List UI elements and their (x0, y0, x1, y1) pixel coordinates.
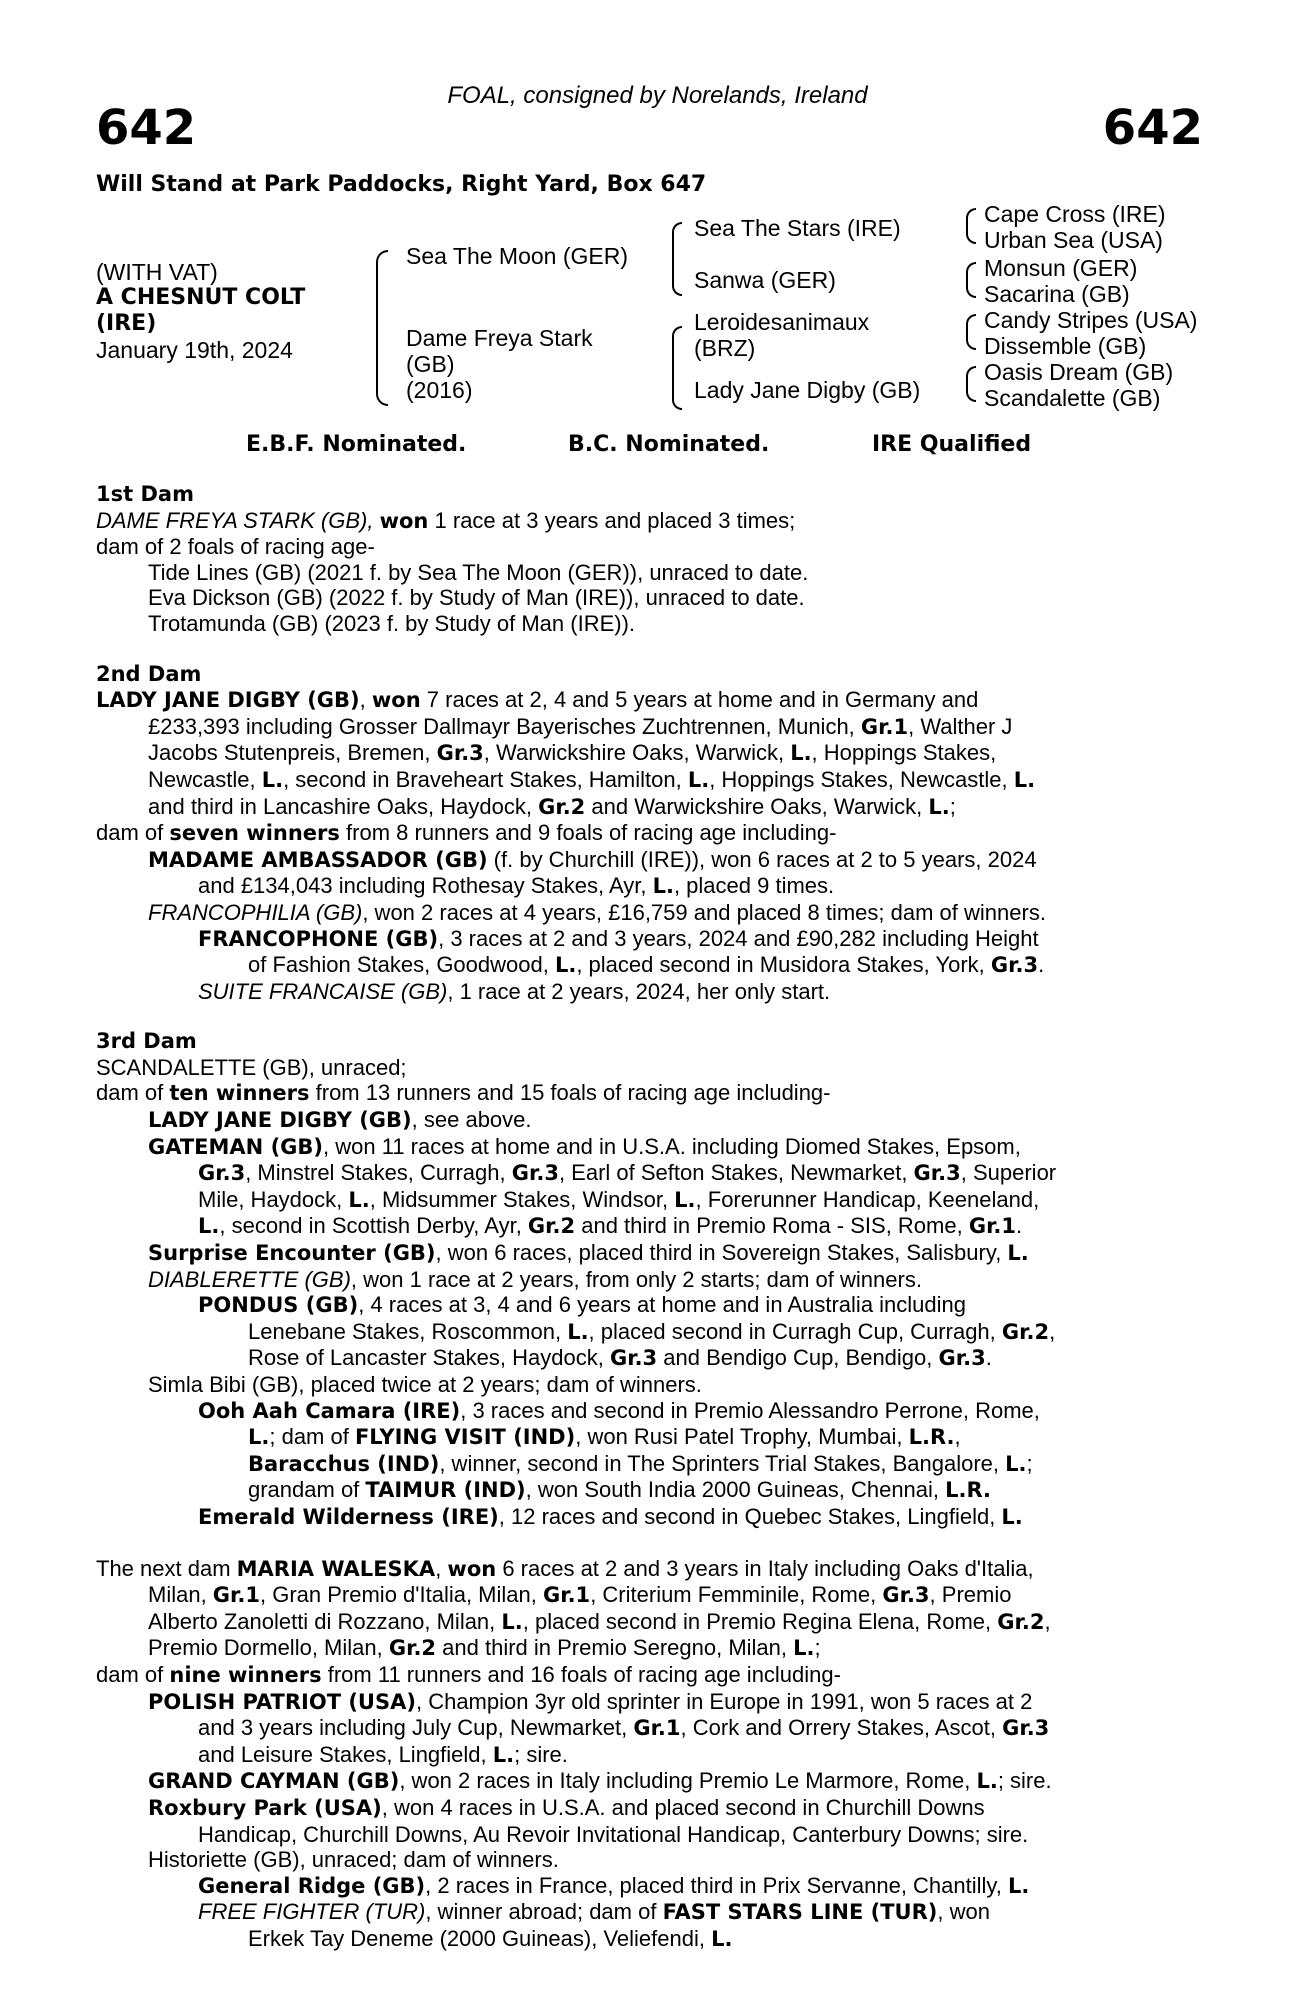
text-line: dam of nine winners from 11 runners and 16 foals of racing age including- (96, 1661, 841, 1687)
text-line: General Ridge (GB), 2 races in France, placed third in Prix Servanne, Chantilly, L. (198, 1872, 1030, 1898)
text-line: POLISH PATRIOT (USA), Champion 3yr old sprinter in Europe in 1991, won 5 races at 2 (148, 1688, 1033, 1714)
produce-record: Trotamunda (GB) (2023 f. by Study of Man (IRE)). (148, 610, 636, 636)
text-line: Handicap, Churchill Downs, Au Revoir Invitational Handicap, Canterbury Downs; sire. (198, 1821, 1029, 1847)
dam-dam: Lady Jane Digby (GB) (694, 377, 921, 403)
text-line: SCANDALETTE (GB), unraced; (96, 1054, 407, 1080)
text-line: SUITE FRANCAISE (GB), 1 race at 2 years, 2024, her only start. (198, 978, 831, 1004)
consignment-line: FOAL, consigned by Norelands, Ireland (447, 82, 868, 109)
text-line: grandam of TAIMUR (IND), won South India 2000 Guineas, Chennai, L.R. (248, 1477, 992, 1503)
dam-sire-country: (BRZ) (694, 335, 756, 361)
text-line: DIABLERETTE (GB), won 1 race at 2 years, from only 2 starts; dam of winners. (148, 1266, 922, 1292)
produce-record: Eva Dickson (GB) (2022 f. by Study of Man (IRE)), unraced to date. (148, 585, 805, 611)
text-line: Gr.3, Minstrel Stakes, Curragh, Gr.3, Earl of Sefton Stakes, Newmarket, Gr.3, Superior (198, 1160, 1057, 1186)
text-line: FRANCOPHONE (GB), 3 races at 2 and 3 years, 2024 and £90,282 including Height (198, 925, 1039, 951)
horse-name-country: (IRE) (96, 311, 157, 336)
pedigree-table (0, 200, 1315, 430)
gen4-3: Monsun (GER) (984, 255, 1138, 281)
text-line: Ooh Aah Camara (IRE), 3 races and second in Premio Alessandro Perrone, Rome, (198, 1397, 1040, 1423)
text-line: FREE FIGHTER (TUR), winner abroad; dam of FAST STARS LINE (TUR), won (198, 1899, 990, 1925)
text-line: dam of seven winners from 8 runners and 9 foals of racing age including- (96, 820, 837, 846)
dam-country: (GB) (406, 351, 455, 377)
text-line: and Leisure Stakes, Lingfield, L.; sire. (198, 1741, 568, 1767)
ebf-nominated: E.B.F. Nominated. (246, 432, 467, 457)
text-line: and third in Lancashire Oaks, Haydock, Gr.2 and Warwickshire Oaks, Warwick, L.; (148, 793, 956, 819)
dam-year: (2016) (406, 377, 473, 403)
bracket-g4-2 (966, 262, 976, 298)
text-line: and £134,043 including Rothesay Stakes, Ayr, L., placed 9 times. (198, 873, 835, 899)
section-heading: 2nd Dam (96, 661, 202, 686)
text-line: Lenebane Stakes, Roscommon, L., placed second in Curragh Cup, Curragh, Gr.2, (248, 1318, 1056, 1344)
text-line: L.; dam of FLYING VISIT (IND), won Rusi Patel Trophy, Mumbai, L.R., (248, 1424, 961, 1450)
text-line: Newcastle, L., second in Braveheart Stakes, Hamilton, L., Hoppings Stakes, Newcastle, L. (148, 766, 1036, 792)
text-line: and 3 years including July Cup, Newmarket, Gr.1, Cork and Orrery Stakes, Ascot, Gr.3 (198, 1715, 1050, 1741)
bracket-dam (672, 326, 682, 410)
sire-name: Sea The Moon (GER) (406, 243, 629, 269)
text-line: Baracchus (IND), winner, second in The Sprinters Trial Stakes, Bangalore, L.; (248, 1450, 1033, 1476)
text-line: Premio Dormello, Milan, Gr.2 and third in Premio Seregno, Milan, L.; (148, 1635, 821, 1661)
third-dam-section (96, 1029, 1202, 1530)
text-line: GATEMAN (GB), won 11 races at home and in U.S.A. including Diomed Stakes, Epsom, (148, 1133, 1021, 1159)
foaling-date: January 19th, 2024 (96, 337, 293, 363)
lot-number-right: 642 (1102, 100, 1203, 156)
text-line: Jacobs Stutenpreis, Bremen, Gr.3, Warwickshire Oaks, Warwick, L., Hoppings Stakes, (148, 740, 997, 766)
text-line: Surprise Encounter (GB), won 6 races, placed third in Sovereign Stakes, Salisbury, L. (148, 1240, 1029, 1266)
text-line: LADY JANE DIGBY (GB), see above. (148, 1107, 532, 1133)
gen4-4: Sacarina (GB) (984, 281, 1130, 307)
dam-name: Dame Freya Stark (406, 325, 593, 351)
text-line: Erkek Tay Deneme (2000 Guineas), Veliefendi, L. (248, 1925, 733, 1951)
bracket-g4-3 (966, 314, 976, 350)
text-line: MADAME AMBASSADOR (GB) (f. by Churchill (IRE)), won 6 races at 2 to 5 years, 2024 (148, 846, 1037, 872)
second-dam-section (96, 662, 1202, 1005)
vat-note: (WITH VAT) (96, 259, 218, 285)
gen4-5: Candy Stripes (USA) (984, 307, 1198, 333)
sire-sire: Sea The Stars (IRE) (694, 215, 901, 241)
text-line: L., second in Scottish Derby, Ayr, Gr.2 and third in Premio Roma - SIS, Rome, Gr.1. (198, 1213, 1023, 1239)
text-line: £233,393 including Grosser Dallmayr Bayerisches Zuchtrennen, Munich, Gr.1, Walther J (148, 713, 1013, 739)
gen4-1: Cape Cross (IRE) (984, 201, 1166, 227)
dam-sire: Leroidesanimaux (694, 309, 870, 335)
produce-record: Tide Lines (GB) (2021 f. by Sea The Moon (GER)), unraced to date. (148, 559, 809, 585)
text-line: of Fashion Stakes, Goodwood, L., placed second in Musidora Stakes, York, Gr.3. (248, 952, 1045, 978)
ire-qualified: IRE Qualified (872, 432, 1032, 457)
text-line: FRANCOPHILIA (GB), won 2 races at 4 years, £16,759 and placed 8 times; dam of winners. (148, 899, 1046, 925)
text-line: PONDUS (GB), 4 races at 3, 4 and 6 years at home and in Australia including (198, 1292, 967, 1318)
next-dam-section (96, 1556, 1202, 1953)
text-line: Simla Bibi (GB), placed twice at 2 years; dam of winners. (148, 1372, 702, 1397)
text-line: dam of ten winners from 13 runners and 15 foals of racing age including- (96, 1080, 831, 1106)
lot-number-left: 642 (96, 100, 197, 156)
bracket-g4-4 (966, 366, 976, 402)
section-heading: 1st Dam (96, 482, 194, 506)
stand-location: Will Stand at Park Paddocks, Right Yard, Box 647 (96, 172, 707, 197)
bracket-gen1 (376, 250, 388, 406)
text-line: Roxbury Park (USA), won 4 races in U.S.A. and placed second in Churchill Downs (148, 1794, 985, 1820)
text-line: Emerald Wilderness (IRE), 12 races and second in Quebec Stakes, Lingfield, L. (198, 1503, 1023, 1529)
bc-nominated: B.C. Nominated. (568, 432, 770, 457)
text-line: GRAND CAYMAN (GB), won 2 races in Italy including Premio Le Marmore, Rome, L.; sire. (148, 1768, 1052, 1794)
text-line: Historiette (GB), unraced; dam of winners. (148, 1847, 559, 1873)
text-line: Milan, Gr.1, Gran Premio d'Italia, Milan, Gr.1, Criterium Femminile, Rome, Gr.3, Premio (148, 1582, 1012, 1608)
bracket-g4-1 (966, 208, 976, 244)
sire-dam: Sanwa (GER) (694, 267, 836, 293)
text-line: LADY JANE DIGBY (GB), won 7 races at 2, 4 and 5 years at home and in Germany and (96, 687, 979, 713)
first-dam-produce-intro: dam of 2 foals of racing age- (96, 534, 375, 560)
gen4-6: Dissemble (GB) (984, 333, 1147, 359)
horse-name: A CHESNUT COLT (96, 285, 306, 310)
text-line: Mile, Haydock, L., Midsummer Stakes, Windsor, L., Forerunner Handicap, Keeneland, (198, 1186, 1040, 1212)
gen4-8: Scandalette (GB) (984, 385, 1161, 411)
gen4-7: Oasis Dream (GB) (984, 359, 1174, 385)
section-heading: 3rd Dam (96, 1029, 197, 1054)
first-dam-section (96, 482, 1202, 637)
first-dam-line: DAME FREYA STARK (GB), won 1 race at 3 years and placed 3 times; (96, 507, 796, 533)
text-line: Rose of Lancaster Stakes, Haydock, Gr.3 and Bendigo Cup, Bendigo, Gr.3. (248, 1345, 992, 1371)
pedigree-notes (96, 482, 1202, 1977)
text-line: The next dam MARIA WALESKA, won 6 races at 2 and 3 years in Italy including Oaks d'Italia, (96, 1555, 1034, 1581)
text-line: Alberto Zanoletti di Rozzano, Milan, L., placed second in Premio Regina Elena, Rome, Gr.2, (148, 1608, 1051, 1634)
gen4-2: Urban Sea (USA) (984, 227, 1163, 253)
bracket-sire (672, 222, 682, 296)
